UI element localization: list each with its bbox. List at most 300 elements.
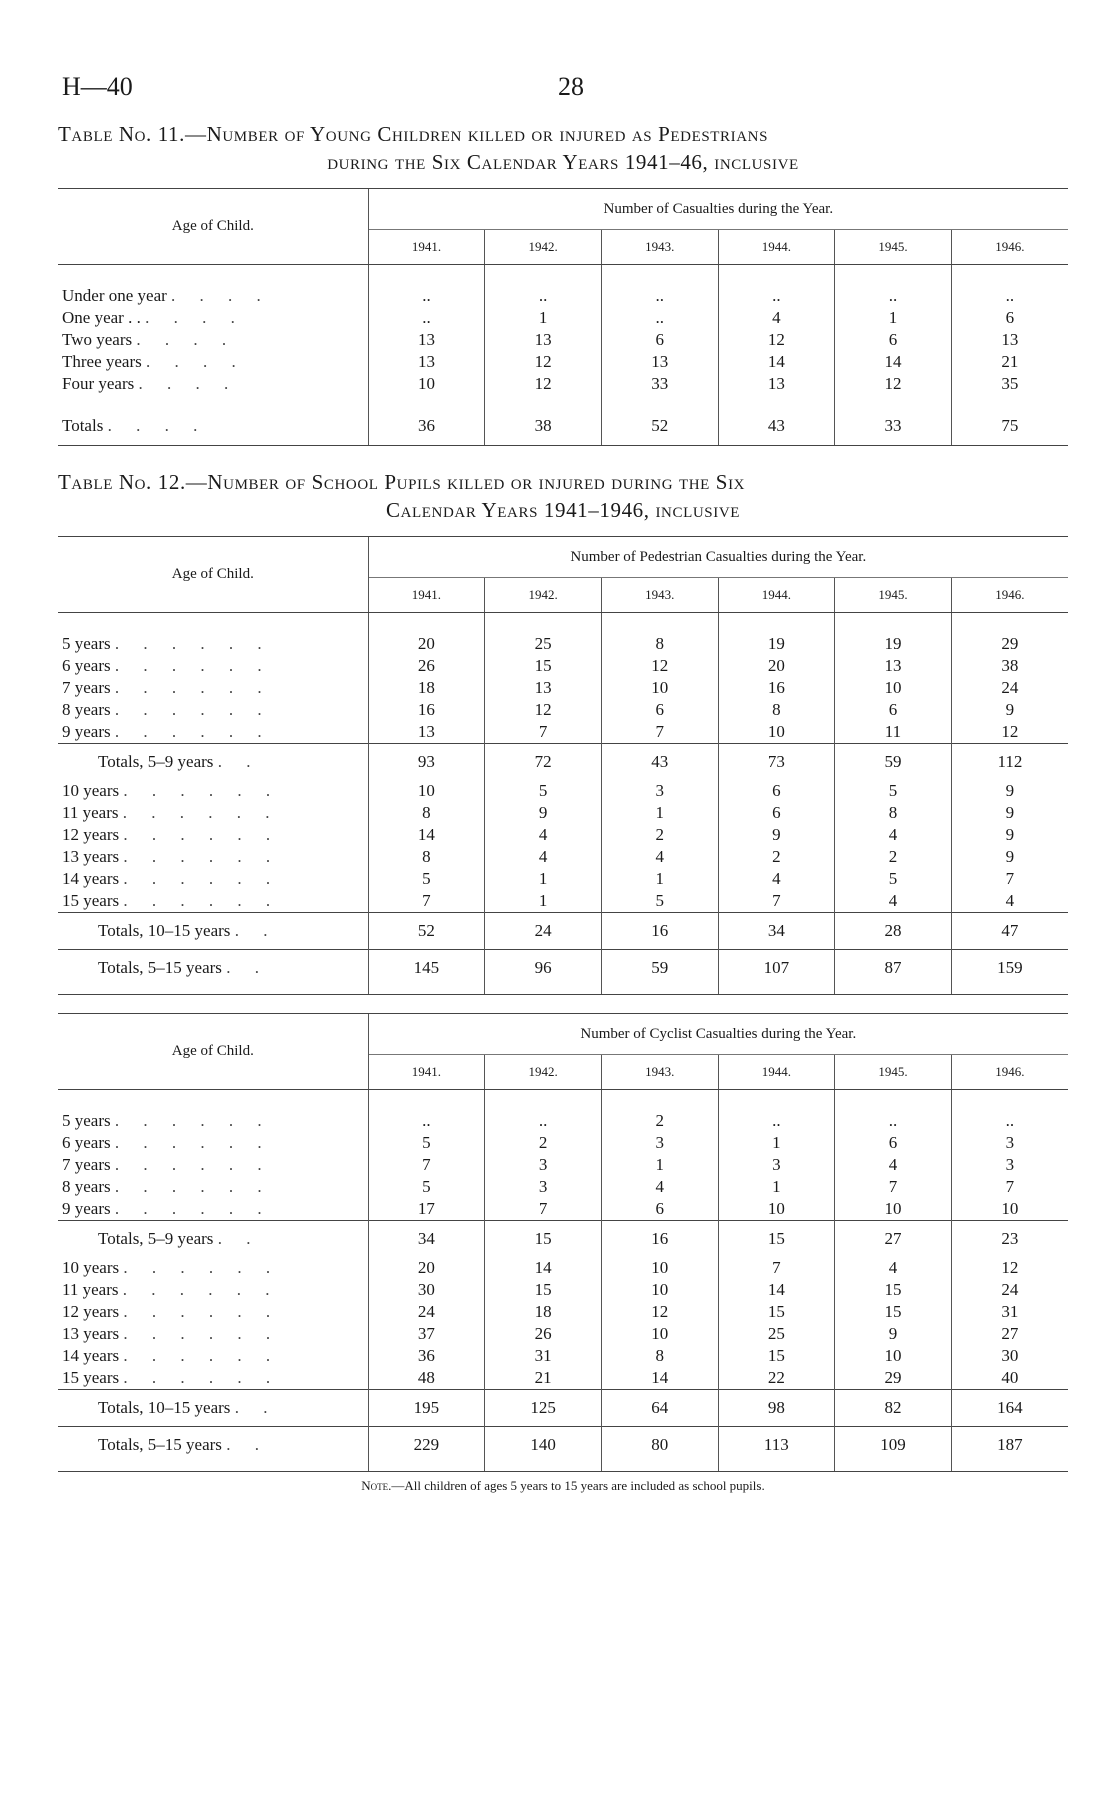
value-cell: 1 [718,1176,835,1198]
value-cell: 7 [951,868,1068,890]
age-label: 5 years [62,1111,111,1130]
value-cell: 1 [601,1154,718,1176]
value-cell: 13 [835,655,952,677]
leader-dots: . . . . [107,416,208,435]
age-cell [58,1198,368,1221]
value-cell: 3 [718,1154,835,1176]
value-cell: 7 [718,890,835,913]
value-cell: 28 [835,913,952,950]
value-cell: 13 [718,373,835,395]
table-row [58,780,1068,802]
table-row [58,655,1068,677]
value-cell: .. [951,285,1068,307]
value-cell: 7 [485,721,602,744]
year-header: 1944. [718,230,835,265]
value-cell: 96 [485,950,602,987]
age-label: 8 years [62,700,111,719]
age-column-header: Age of Child. [58,189,368,265]
table-row [58,1367,1068,1390]
age-cell [58,285,368,307]
leader-dots: . . . . [136,330,237,349]
age-label: 5 years [62,634,111,653]
table-row [58,1154,1068,1176]
year-header: 1941. [368,1055,485,1090]
table-row [58,721,1068,744]
leader-dots: . . . . . . [123,1346,281,1365]
value-cell: 16 [601,1221,718,1258]
value-cell: 34 [718,913,835,950]
value-cell: 1 [601,868,718,890]
year-header: 1945. [835,578,952,613]
table-row [58,1345,1068,1367]
value-cell: 35 [951,373,1068,395]
value-cell: 20 [368,633,485,655]
leader-dots: . . . . . . [114,722,272,741]
table-row [58,677,1068,699]
value-cell: 59 [835,744,952,781]
value-cell: 2 [835,846,952,868]
header-row [58,189,1068,230]
value-cell: 12 [485,373,602,395]
value-cell: 10 [718,721,835,744]
age-cell [58,633,368,655]
value-cell: 15 [718,1345,835,1367]
value-cell: 13 [485,677,602,699]
age-cell [58,1427,368,1464]
table-row [58,890,1068,913]
age-label: 15 years [62,891,120,910]
value-cell: 5 [835,868,952,890]
value-cell: 52 [601,415,718,437]
value-cell: 9 [951,780,1068,802]
value-cell: 7 [601,721,718,744]
age-cell [58,1301,368,1323]
value-cell: 3 [601,1132,718,1154]
age-label: 14 years [62,869,120,888]
table-12-title: Table No. 12.—Number of School Pupils killed or injured during the Six Calendar Years 1941–1946, inclusive [58,470,746,522]
year-header: 1943. [601,1055,718,1090]
value-cell: .. [485,1110,602,1132]
value-cell: 6 [835,1132,952,1154]
value-cell: 40 [951,1367,1068,1390]
age-label: Three years [62,352,142,371]
value-cell: 9 [951,699,1068,721]
value-cell: .. [368,307,485,329]
value-cell: 27 [835,1221,952,1258]
value-cell: 22 [718,1367,835,1390]
value-cell: 4 [835,1154,952,1176]
age-label: 15 years [62,1368,120,1387]
age-label: Totals [62,416,104,435]
value-cell: 195 [368,1390,485,1427]
leader-dots: . . . . [138,374,239,393]
value-cell: 98 [718,1390,835,1427]
value-cell: .. [951,1110,1068,1132]
value-cell: 80 [601,1427,718,1464]
year-header: 1942. [485,230,602,265]
header-row [58,1014,1068,1055]
value-cell: 18 [368,677,485,699]
value-cell: 113 [718,1427,835,1464]
year-header: 1941. [368,230,485,265]
header-row [58,537,1068,578]
value-cell: 82 [835,1390,952,1427]
year-header: 1942. [485,578,602,613]
value-cell: 48 [368,1367,485,1390]
value-cell: 26 [485,1323,602,1345]
leader-dots: . . . . . . [123,891,281,910]
value-cell: 13 [368,351,485,373]
leader-dots: . . [234,921,278,940]
value-cell: 15 [718,1301,835,1323]
value-cell: 38 [951,655,1068,677]
value-cell: 4 [835,1257,952,1279]
value-cell: 7 [951,1176,1068,1198]
value-cell: .. [601,285,718,307]
age-cell [58,329,368,351]
table-row [58,846,1068,868]
value-cell: 6 [601,1198,718,1221]
table-row [58,1323,1068,1345]
value-cell: 52 [368,913,485,950]
value-cell: 10 [835,1198,952,1221]
value-cell: 125 [485,1390,602,1427]
value-cell: 10 [951,1198,1068,1221]
value-cell: 12 [835,373,952,395]
year-header: 1941. [368,578,485,613]
year-header: 1946. [951,230,1068,265]
table-row [58,868,1068,890]
age-label: Totals, 5–15 years [98,1435,222,1454]
age-cell [58,868,368,890]
value-cell: 13 [368,721,485,744]
value-cell: 27 [951,1323,1068,1345]
value-cell: 14 [485,1257,602,1279]
value-cell: 15 [485,1279,602,1301]
value-cell: 3 [485,1176,602,1198]
age-cell [58,846,368,868]
leader-dots: . . . . . . [114,634,272,653]
value-cell: 43 [601,744,718,781]
age-cell [58,780,368,802]
leader-dots: . . . . . . [114,1177,272,1196]
value-cell: 4 [835,890,952,913]
year-header: 1946. [951,578,1068,613]
value-cell: .. [835,285,952,307]
age-cell [58,1154,368,1176]
value-cell: 4 [835,824,952,846]
value-cell: 8 [368,802,485,824]
age-cell [58,950,368,987]
leader-dots: . . [226,958,269,977]
table-row [58,802,1068,824]
value-cell: 10 [368,373,485,395]
value-cell: 26 [368,655,485,677]
value-cell: 3 [601,780,718,802]
value-cell: 25 [485,633,602,655]
table-row [58,1132,1068,1154]
value-cell: 140 [485,1427,602,1464]
age-cell [58,373,368,395]
leader-dots: . . . . . . [123,847,281,866]
value-cell: 14 [601,1367,718,1390]
value-cell: 36 [368,1345,485,1367]
footnote: Note.—All children of ages 5 years to 15 years are included as school pupils. [361,1478,765,1493]
value-cell: 29 [951,633,1068,655]
year-header: 1946. [951,1055,1068,1090]
value-cell: 21 [951,351,1068,373]
value-cell: 12 [951,721,1068,744]
value-cell: 37 [368,1323,485,1345]
value-cell: 9 [835,1323,952,1345]
age-label: One year . . [62,308,141,327]
age-cell [58,1279,368,1301]
age-cell [58,307,368,329]
leader-dots: . . . . [171,286,271,305]
value-cell: 1 [718,1132,835,1154]
table-row [58,1198,1068,1221]
value-cell: 109 [835,1427,952,1464]
value-cell: .. [718,1110,835,1132]
leader-dots: . . [217,1229,261,1248]
value-cell: 4 [718,307,835,329]
value-cell: 6 [835,699,952,721]
value-cell: 2 [485,1132,602,1154]
table-row [58,1279,1068,1301]
value-cell: 2 [601,824,718,846]
value-cell: 15 [835,1301,952,1323]
leader-dots: . . . . . . [114,1199,272,1218]
value-cell: 15 [835,1279,952,1301]
age-label: Totals, 5–9 years [98,1229,214,1248]
value-cell: 30 [951,1345,1068,1367]
value-cell: .. [718,285,835,307]
age-cell [58,1390,368,1427]
value-cell: 75 [951,415,1068,437]
value-cell: 229 [368,1427,485,1464]
leader-dots: . . . . . . [122,1280,280,1299]
age-label: Two years [62,330,133,349]
totals-row [58,744,1068,781]
age-cell [58,699,368,721]
value-cell: 10 [368,780,485,802]
age-label: Under one year [62,286,167,305]
value-cell: 3 [951,1132,1068,1154]
value-cell: 72 [485,744,602,781]
value-cell: 10 [601,677,718,699]
value-cell: 93 [368,744,485,781]
value-cell: 9 [951,802,1068,824]
age-label: 13 years [62,847,120,866]
value-cell: 1 [835,307,952,329]
value-cell: 17 [368,1198,485,1221]
age-cell [58,1110,368,1132]
year-group-header: Number of Pedestrian Casualties during the Year. [368,537,1068,578]
value-cell: 20 [718,655,835,677]
value-cell: 12 [485,699,602,721]
year-header: 1943. [601,230,718,265]
value-cell: 15 [718,1221,835,1258]
leader-dots: . . . . . . [114,678,272,697]
value-cell: 9 [485,802,602,824]
leader-dots: . . . . [145,308,245,327]
age-cell [58,655,368,677]
value-cell: 12 [485,351,602,373]
value-cell: 6 [951,307,1068,329]
age-label: 11 years [62,1280,119,1299]
value-cell: 13 [368,329,485,351]
value-cell: 4 [485,824,602,846]
table-row [58,1301,1068,1323]
age-label: 12 years [62,825,120,844]
value-cell: 7 [368,890,485,913]
value-cell: 107 [718,950,835,987]
year-header: 1945. [835,230,952,265]
value-cell: 6 [601,329,718,351]
value-cell: 5 [368,868,485,890]
value-cell: 164 [951,1390,1068,1427]
table-row [58,633,1068,655]
value-cell: 10 [601,1257,718,1279]
value-cell: 9 [951,846,1068,868]
leader-dots: . . . . . . [123,1302,281,1321]
value-cell: 24 [951,1279,1068,1301]
age-label: 10 years [62,1258,120,1277]
value-cell: .. [368,285,485,307]
value-cell: 5 [485,780,602,802]
age-cell [58,415,368,437]
age-label: 13 years [62,1324,120,1343]
age-label: 11 years [62,803,119,822]
value-cell: 29 [835,1367,952,1390]
value-cell: 24 [368,1301,485,1323]
age-cell [58,802,368,824]
value-cell: 8 [835,802,952,824]
age-cell [58,1367,368,1390]
value-cell: 145 [368,950,485,987]
table-11-title: Table No. 11.—Number of Young Children killed or injured as Pedestrians during the Six Calendar Years 1941–46, inclusive [58,122,799,174]
value-cell: 19 [718,633,835,655]
value-cell: 87 [835,950,952,987]
leader-dots: . . . . . . [114,700,272,719]
value-cell: 6 [718,802,835,824]
value-cell: 12 [601,655,718,677]
value-cell: 187 [951,1427,1068,1464]
totals-row [58,1390,1068,1427]
age-cell [58,1132,368,1154]
age-label: Totals, 10–15 years [98,1398,231,1417]
age-cell [58,1176,368,1198]
value-cell: 47 [951,913,1068,950]
value-cell: 64 [601,1390,718,1427]
leader-dots: . . . . . . [114,1133,272,1152]
value-cell: 6 [718,780,835,802]
leader-dots: . . . . . . [123,1368,281,1387]
value-cell: 7 [368,1154,485,1176]
value-cell: 4 [601,1176,718,1198]
age-cell [58,1221,368,1258]
table-row [58,1176,1068,1198]
table-12-cyclist [58,1013,1068,1472]
value-cell: 15 [485,1221,602,1258]
value-cell: 7 [485,1198,602,1221]
totals-row [58,950,1068,987]
age-cell [58,1323,368,1345]
value-cell: 33 [835,415,952,437]
leader-dots: . . [234,1398,278,1417]
leader-dots: . . . . . . [123,825,281,844]
year-header: 1944. [718,1055,835,1090]
value-cell: 14 [718,351,835,373]
leader-dots: . . [226,1435,269,1454]
value-cell: 12 [718,329,835,351]
table-row [58,373,1068,395]
value-cell: .. [368,1110,485,1132]
value-cell: 14 [368,824,485,846]
value-cell: 159 [951,950,1068,987]
value-cell: 8 [601,1345,718,1367]
value-cell: .. [835,1110,952,1132]
value-cell: 31 [485,1345,602,1367]
leader-dots: . . . . . . [114,1155,272,1174]
value-cell: 7 [718,1257,835,1279]
value-cell: 3 [485,1154,602,1176]
age-label: 7 years [62,678,111,697]
table-row [58,285,1068,307]
table-row [58,307,1068,329]
value-cell: 30 [368,1279,485,1301]
value-cell: 8 [368,846,485,868]
value-cell: 10 [835,1345,952,1367]
leader-dots: . . . . . . [123,869,281,888]
value-cell: 1 [485,890,602,913]
leader-dots: . . . . . . [123,781,281,800]
table-11 [58,188,1068,446]
leader-dots: . . . . . . [114,1111,272,1130]
value-cell: 31 [951,1301,1068,1323]
value-cell: 25 [718,1323,835,1345]
value-cell: 33 [601,373,718,395]
value-cell: 5 [835,780,952,802]
value-cell: 2 [601,1110,718,1132]
value-cell: 23 [951,1221,1068,1258]
table-row [58,1110,1068,1132]
value-cell: 1 [485,868,602,890]
age-label: Totals, 5–15 years [98,958,222,977]
age-cell [58,677,368,699]
age-label: 14 years [62,1346,120,1365]
age-label: 9 years [62,1199,111,1218]
value-cell: 112 [951,744,1068,781]
page-number: 28 [558,72,584,101]
value-cell: 6 [835,329,952,351]
value-cell: 9 [951,824,1068,846]
value-cell: 12 [601,1301,718,1323]
value-cell: 13 [601,351,718,373]
value-cell: 13 [951,329,1068,351]
value-cell: 1 [485,307,602,329]
age-cell [58,890,368,913]
leader-dots: . . . . [146,352,246,371]
totals-row [58,1427,1068,1464]
leader-dots: . . [217,752,261,771]
age-cell [58,913,368,950]
year-header: 1942. [485,1055,602,1090]
year-header: 1945. [835,1055,952,1090]
value-cell: 16 [718,677,835,699]
age-cell [58,721,368,744]
document-code: H—40 [62,72,133,101]
